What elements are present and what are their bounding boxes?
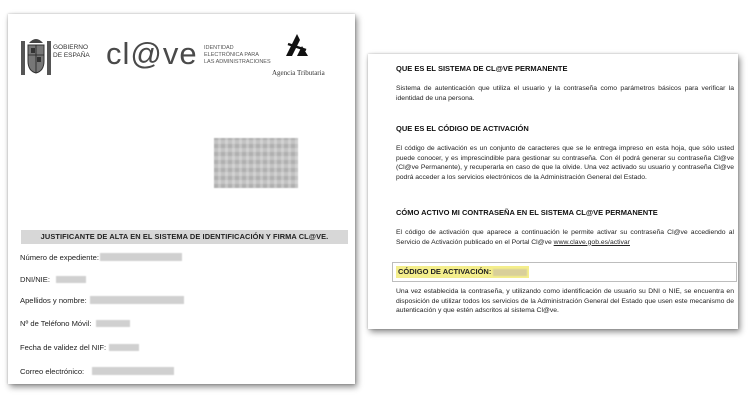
redacted-dni	[56, 276, 86, 283]
closing-text: Una vez establecida la contraseña, y utilizando como identificación de usuario su DNI o NIE, se encuentra en disposición de utilizar todos los servicios de la Administración General del Estado que usen este mecanismo de autenticación y que estén adscritos al sistema Cl@ve.	[396, 288, 734, 314]
gobierno-de-espana-label: GOBIERNO DE ESPAÑA	[53, 44, 90, 59]
activation-link[interactable]: www.clave.gob.es/activar	[553, 238, 630, 246]
field-correo: Correo electrónico:	[20, 367, 85, 376]
activation-code-label: CÓDIGO DE ACTIVACIÓN:	[396, 266, 529, 278]
coat-of-arms-icon	[19, 35, 53, 79]
registration-receipt	[8, 14, 355, 384]
field-expediente: Número de expediente:	[20, 253, 99, 262]
heading-como-activo: CÓMO ACTIVO MI CONTRASEÑA EN EL SISTEMA CL@VE PERMANENTE	[396, 208, 658, 217]
field-validez-nif: Fecha de validez del NIF:	[20, 343, 107, 352]
field-nombre: Apellidos y nombre:	[20, 296, 87, 305]
agencia-tributaria-logo-icon	[284, 32, 310, 58]
clave-info-sheet	[368, 54, 738, 329]
agencia-tributaria-label: Agencia Tributaria	[272, 69, 325, 77]
heading-codigo-activacion: QUE ES EL CÓDIGO DE ACTIVACIÓN	[396, 124, 529, 133]
field-telefono: Nº de Teléfono Móvil:	[20, 319, 92, 328]
redacted-validez	[109, 344, 139, 351]
activation-code-box	[392, 262, 737, 282]
heading-sistema-clave: QUE ES EL SISTEMA DE CL@VE PERMANENTE	[396, 64, 568, 73]
field-dni: DNI/NIE:	[20, 275, 50, 284]
redacted-correo	[92, 367, 174, 375]
text-como-activo: El código de activación que aparece a continuación le permite activar su contraseña Cl@ve accediendo al Servicio de Activación publicado en el Portal Cl@ve www.clave.gob.es/activar	[396, 229, 734, 246]
receipt-title: JUSTIFICANTE DE ALTA EN EL SISTEMA DE IDENTIFICACIÓN Y FIRMA CL@VE.	[21, 230, 348, 244]
redacted-telefono	[96, 320, 130, 327]
redacted-address-block	[214, 138, 298, 188]
clave-subtitle: IDENTIDAD ELECTRÓNICA PARA LAS ADMINISTRACIONES	[204, 45, 271, 65]
redacted-expediente	[100, 253, 182, 261]
text-sistema-clave: Sistema de autenticación que utiliza el usuario y la contraseña como parámetros básicos para verificar la identidad de una persona.	[396, 85, 734, 102]
text-codigo-activacion: El código de activación es un conjunto de caracteres que se le entrega impreso en esta hoja, que sólo usted puede conocer, y es imprescindible para gestionar su contraseña. Con él podrá generar su contraseña Cl@ve (Cl@ve Permanente), y recuperarla en caso de que la olvide. Una vez activado su usuario y contraseña Cl@ve podrá acceder a los servicios electrónicos de la Administración General del Estado.	[396, 145, 734, 181]
redacted-activation-code	[493, 269, 527, 276]
redacted-nombre	[90, 296, 184, 304]
clave-logo: cl@ve	[106, 36, 198, 71]
